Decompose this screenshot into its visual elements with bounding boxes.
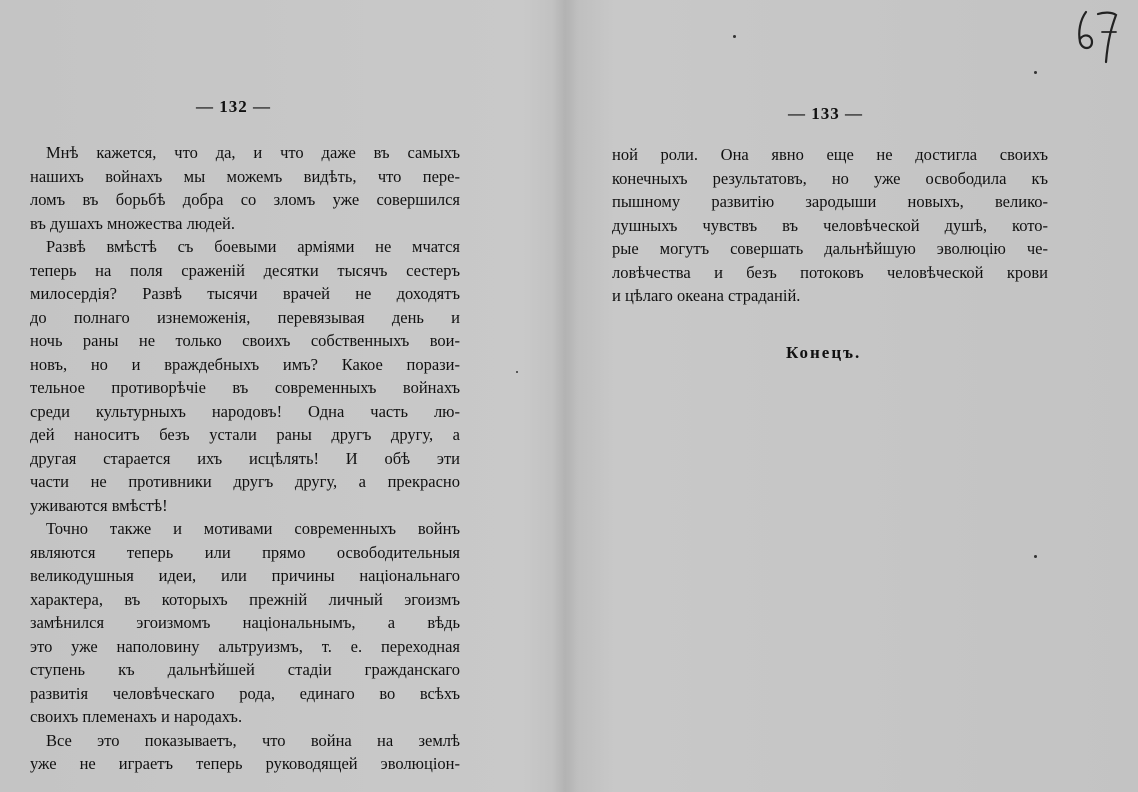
text-line: до полнаго изнеможенія, перевязывая день и [30,307,460,327]
text-line: нашихъ войнахъ мы можемъ видѣть, что пере- [30,166,460,186]
paper-speck [733,35,736,38]
right-page-number: — 133 — [788,104,863,123]
text-line: развитія человѣческаго рода, единаго во всѣхъ [30,683,460,703]
end-word: Конецъ. [786,343,862,362]
text-line: рые могутъ совершать дальнѣйшую эволюцію че- [612,239,1048,258]
text-line: другая старается ихъ исцѣлять! И обѣ эти [30,448,460,468]
text-line: являются теперь или прямо освободительныя [30,542,460,562]
left-page-number: — 132 — [196,97,271,116]
left-page [0,0,560,792]
text-line: ной роли. Она явно еще не достигла своихъ [612,145,1048,164]
text-line: тельное противорѣчіе въ современныхъ войнахъ [30,378,460,397]
text-line: своихъ племенахъ и народахъ. [30,707,243,726]
text-line: Точно также и мотивами современныхъ войнъ [46,519,460,538]
text-line: ночь раны не только своихъ собственныхъ вои- [30,331,460,350]
text-line: ступень къ дальнѣйшей стадіи гражданскаго [30,660,460,679]
text-line: уже не играетъ теперь руководящей эволюціон- [30,754,460,773]
right-page [578,0,1138,792]
text-line: характера, въ которыхъ прежній личный эгоизмъ [30,589,460,609]
handwritten-folio-number [1072,2,1124,66]
text-line: конечныхъ результатовъ, но уже освободила къ [612,168,1048,188]
paper-speck [1034,71,1037,74]
text-line: ловѣчества и безъ потоковъ человѣческой крови [612,262,1048,282]
text-line: въ душахъ множества людей. [30,213,235,233]
paper-speck [516,371,518,373]
text-line: милосердія? Развѣ тысячи врачей не доходятъ [30,284,460,303]
text-line: новъ, но и враждебныхъ имъ? Какое порази- [30,354,460,374]
text-line: Все это показываетъ, что война на землѣ [46,730,460,750]
text-line: замѣнился эгоизмомъ національнымъ, а вѣдь [30,613,460,632]
right-page-text [612,143,1048,308]
text-line: среди культурныхъ народовъ! Одна часть лю- [30,401,460,421]
text-line: и цѣлаго океана страданій. [612,286,801,305]
text-line: ломъ въ борьбѣ добра со зломъ уже совершился [30,190,460,209]
text-line: пышному развитію зародыши новыхъ, велико- [612,192,1048,211]
paper-speck [1034,555,1037,558]
left-page-text [30,141,460,776]
text-line: части не противники другъ другу, а прекрасно [30,472,460,491]
text-line: великодушныя идеи, или причины національнаго [30,566,460,585]
text-line: теперь на поля сраженій десятки тысячъ сестеръ [30,260,460,280]
text-line: Развѣ вмѣстѣ съ боевыми арміями не мчатся [46,237,460,256]
text-line: душныхъ чувствъ въ человѣческой душѣ, кото- [612,215,1048,235]
text-line: Мнѣ кажется, что да, и что даже въ самыхъ [46,143,460,162]
text-line: дей наноситъ безъ устали раны другъ другу, а [30,425,460,444]
text-line: это уже наполовину альтруизмъ, т. е. переходная [30,636,460,656]
text-line: уживаются вмѣстѣ! [30,495,168,515]
